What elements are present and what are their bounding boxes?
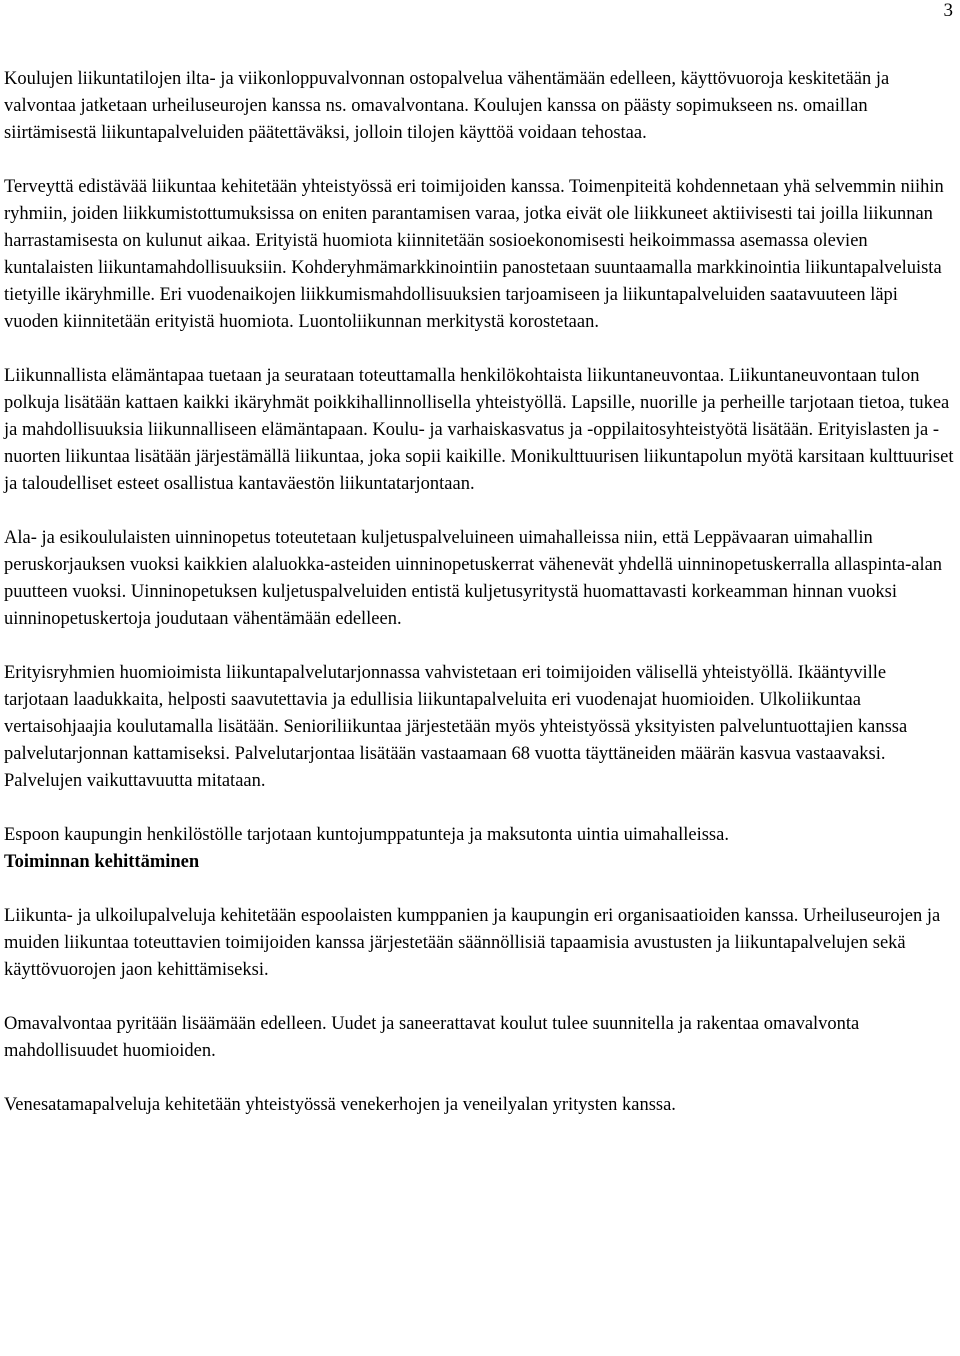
paragraph-health-exercise: Terveyttä edistävää liikuntaa kehitetään yhteistyössä eri toimijoiden kanssa. Toimenpiteitä kohdennetaan yhä selvemmin niihin ryhmiin, joiden liikkumistottumuksissa on eniten parantamisen varaa, jotka eivät ole liikkuneet aktiivisesti tai joilla liikunnan harrastamisesta on kulunut aikaa. Erityistä huomiota kiinnitetään sosioekonomisesti heikoimmassa asemassa olevien kuntalaisten liikuntamahdollisuuksiin. Kohderyhmämarkkinointiin panostetaan suuntaamalla markkinointia liikuntapalveluista tietyille ikäryhmille. Eri vuodenaikojen liikkumismahdollisuuksien tarjoamiseen ja liikuntapalveluiden saatavuuteen läpi vuoden kiinnitetään erityistä huomiota. Luontoliikunnan merkitystä korostetaan. [4,177,944,332]
paragraph-lifestyle-counseling: Liikunnallista elämäntapaa tuetaan ja seurataan toteuttamalla henkilökohtaista liikuntaneuvontaa. Liikuntaneuvontaan tulon polkuja lisätään kattaen kaikki ikäryhmät poikkihallinnollisella yhteistyöllä. Lapsille, nuorille ja perheille tarjotaan tietoa, tukea ja mahdollisuuksia liikunnalliseen elämäntapaan. Koulu- ja varhaiskasvatus ja -oppilaitosyhteistyötä lisätään. Erityislasten ja -nuorten liikuntaa lisätään järjestämällä liikuntaa, joka sopii kaikille. Monikulttuurisen liikuntapolun myötä karsitaan kulttuuriset ja taloudelliset esteet osallistua kantaväestön liikuntatarjontaan. [4,366,954,494]
paragraph-special-groups: Erityisryhmien huomioimista liikuntapalvelutarjonnassa vahvistetaan eri toimijoiden välisellä yhteistyöllä. Ikääntyville tarjotaan laadukkaita, helposti saavutettavia ja edullisia liikuntapalveluita eri vuodenajat huomioiden. Ulkoliikuntaa vertaisohjaajia koulutamalla lisätään. Senioriliikuntaa järjestetään myös yhteistyössä yksityisten palveluntuottajien kanssa palvelutarjonnan kattamiseksi. Palvelutarjontaa lisätään vastaamaan 68 vuotta täyttäneiden määrän kasvua vastaavaksi. Palvelujen vaikuttavuutta mitataan. [4,663,908,791]
paragraph-staff-services: Espoon kaupungin henkilöstölle tarjotaan kuntojumppatunteja ja maksutonta uintia uimahalleissa. [4,825,729,845]
paragraph-marina-services: Venesatamapalveluja kehitetään yhteistyössä venekerhojen ja veneilyalan yritysten kanssa. [4,1095,676,1115]
paragraph-self-supervision: Omavalvontaa pyritään lisäämään edelleen. Uudet ja saneerattavat koulut tulee suunnitella ja rakentaa omavalvonta mahdollisuudet huomioiden. [4,1014,860,1061]
paragraph-school-facilities: Koulujen liikuntatilojen ilta- ja viikonloppuvalvonnan ostopalvelua vähentämään edelleen, käyttövuoroja keskitetään ja valvontaa jatketaan urheiluseurojen kanssa ns. omavalvontana. Koulujen kanssa on päästy sopimukseen ns. omaillan siirtämisestä liikuntapalveluiden päätettäväksi, jolloin tilojen käyttöä voidaan tehostaa. [4,69,890,143]
section-heading: Toiminnan kehittäminen [4,852,200,872]
paragraph-development-partners: Liikunta- ja ulkoilupalveluja kehitetään espoolaisten kumppanien ja kaupungin eri organisaatioiden kanssa. Urheiluseurojen ja muiden liikuntaa toteuttavien toimijoiden kanssa järjestetään säännöllisiä tapaamisia avustusten ja liikuntapalvelujen sekä käyttövuorojen jaon kehittämiseksi. [4,906,941,980]
document-body [4,66,954,1119]
page-number: 3 [943,0,953,21]
paragraph-swimming-lessons: Ala- ja esikoululaisten uinninopetus toteutetaan kuljetuspalveluineen uimahalleissa niin, että Leppävaaran uimahallin peruskorjauksen vuoksi kaikkien alaluokka-asteiden uinninopetuskerrat vähenevät yhdellä uinninopetuskerralla allaspinta-alan puutteen vuoksi. Uinninopetuksen kuljetuspalveluiden entistä kuljetusyritystä huomattavasti korkeamman hinnan vuoksi uinninopetuskertoja joudutaan vähentämään edelleen. [4,528,943,629]
